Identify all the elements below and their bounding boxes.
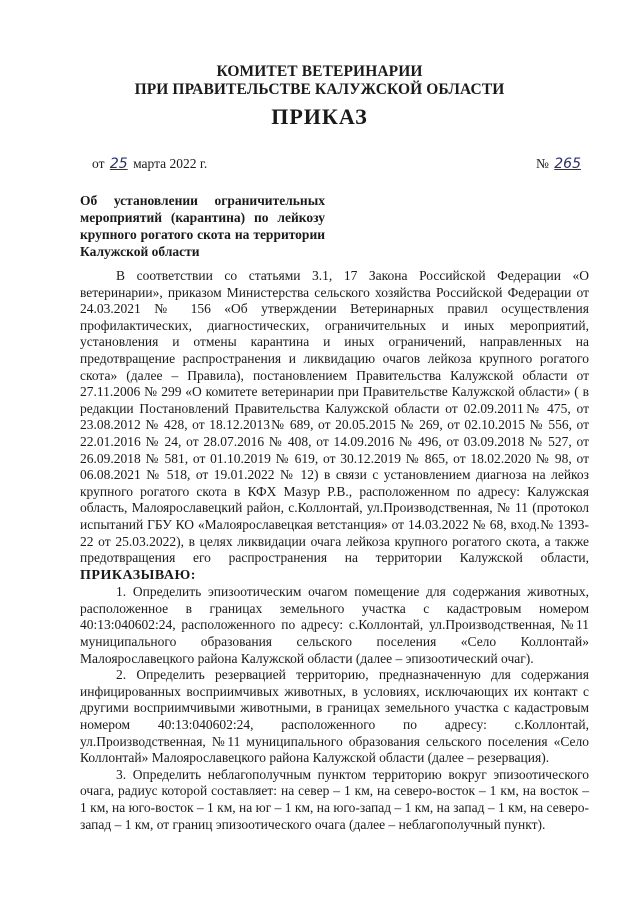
preamble-paragraph — [80, 268, 589, 584]
order-number — [536, 156, 583, 172]
document-title: ПРИКАЗ — [271, 104, 368, 129]
order-item-1: 1. Определить эпизоотическим очагом помещение для содержания животных, расположенное в границах земельного участка с кадастровым номером 40:13:040602:24, расположенного по адресу: с.Коллонтай, ул.Производственная, №11 муниципального образования сельского поселения «Село Коллонтай» Малоярославецкого района Калужской области (далее – эпизоотический очаг). — [80, 584, 589, 666]
number-value-handwritten: 265 — [554, 156, 581, 172]
order-subject: Об установлении ограничительных мероприятий (карантина) по лейкозу крупного рогатого скота на территории Калужской области — [80, 193, 325, 259]
order-item-2: 2. Определить резервацией территорию, предназначенную для содержания инфицированных восприимчивых животных, в условиях, исключающих их контакт с другими восприимчивыми животными, в границах земельного участка с кадастровым номером 40:13:040602:24, расположенного по адресу: с.Коллонтай, ул.Производственная, №11 муниципального образования сельского поселения «Село Коллонтай» Малоярославецкого района Калужской области (далее – резервация). — [80, 667, 589, 766]
number-sign: № — [536, 156, 549, 171]
date-prefix: от — [92, 156, 105, 171]
order-word: ПРИКАЗЫВАЮ: — [80, 567, 196, 583]
committee-name: КОМИТЕТ ВЕТЕРИНАРИИ — [216, 63, 423, 80]
date-rest: марта 2022 г. — [133, 156, 208, 171]
date-day-handwritten: 25 — [109, 156, 128, 172]
committee-affiliation: ПРИ ПРАВИТЕЛЬСТВЕ КАЛУЖСКОЙ ОБЛАСТИ — [134, 81, 505, 98]
preamble-text: В соответствии со статьями 3.1, 17 Закона Российской Федерации «О ветеринарии», приказом Министерства сельского хозяйства Российской Федерации от 24.03.2021 № 156 «Об утверждении Ветеринарных правил осуществления профилактических, диагностических, ограничительных и иных мероприятий, установления и отмены карантина и иных ограничений, направленных на предотвращение распространения и ликвидацию очагов лейкоза крупного рогатого скота» (далее – Правила), постановлением Правительства Калужской области от 27.11.2006 № 299 «О комитете ветеринарии при Правительстве Калужской области» ( в редакции Постановлений Правительства Калужской области от 02.09.2011№ 475, от 23.08.2012 № 428, от 18.12.2013№ 689, от 20.05.2015 № 269, от 02.10.2015 № 556, от 22.01.2016 № 24, от 28.07.2016 № 408, от 14.09.2016 № 496, от 03.09.2018 № 527, от 26.09.2018 № 581, от 01.10.2019 № 619, от 30.12.2019 № 865, от 18.02.2020 № 98, от 06.08.2021 № 518, от 19.01.2022 № 12) в связи с установлением диагноза на лейкоз крупного рогатого скота в КФХ Мазур Р.В., расположенном по адресу: Калужская область, Малоярославецкий район, с.Коллонтай, ул.Производственная, № 11 (протокол испытаний ГБУ КО «Малоярославецкая ветстанция» от 14.03.2022 № 68, вход.№ 1393-22 от 25.03.2022), в целях ликвидации очага лейкоза крупного рогатого скота, а также предотвращения его распространения на территории Калужской области, — [80, 268, 589, 566]
order-body — [80, 268, 589, 833]
order-date — [92, 156, 207, 172]
order-item-3: 3. Определить неблагополучным пунктом территорию вокруг эпизоотического очага, радиус которой составляет: на север – 1 км, на северо-восток – 1 км, на восток – 1 км, на юго-восток – 1 км, на юг – 1 км, на юго-запад – 1 км, на запад – 1 км, на северо-запад – 1 км, от границ эпизоотического очага (далее – неблагополучный пункт). — [80, 766, 589, 832]
